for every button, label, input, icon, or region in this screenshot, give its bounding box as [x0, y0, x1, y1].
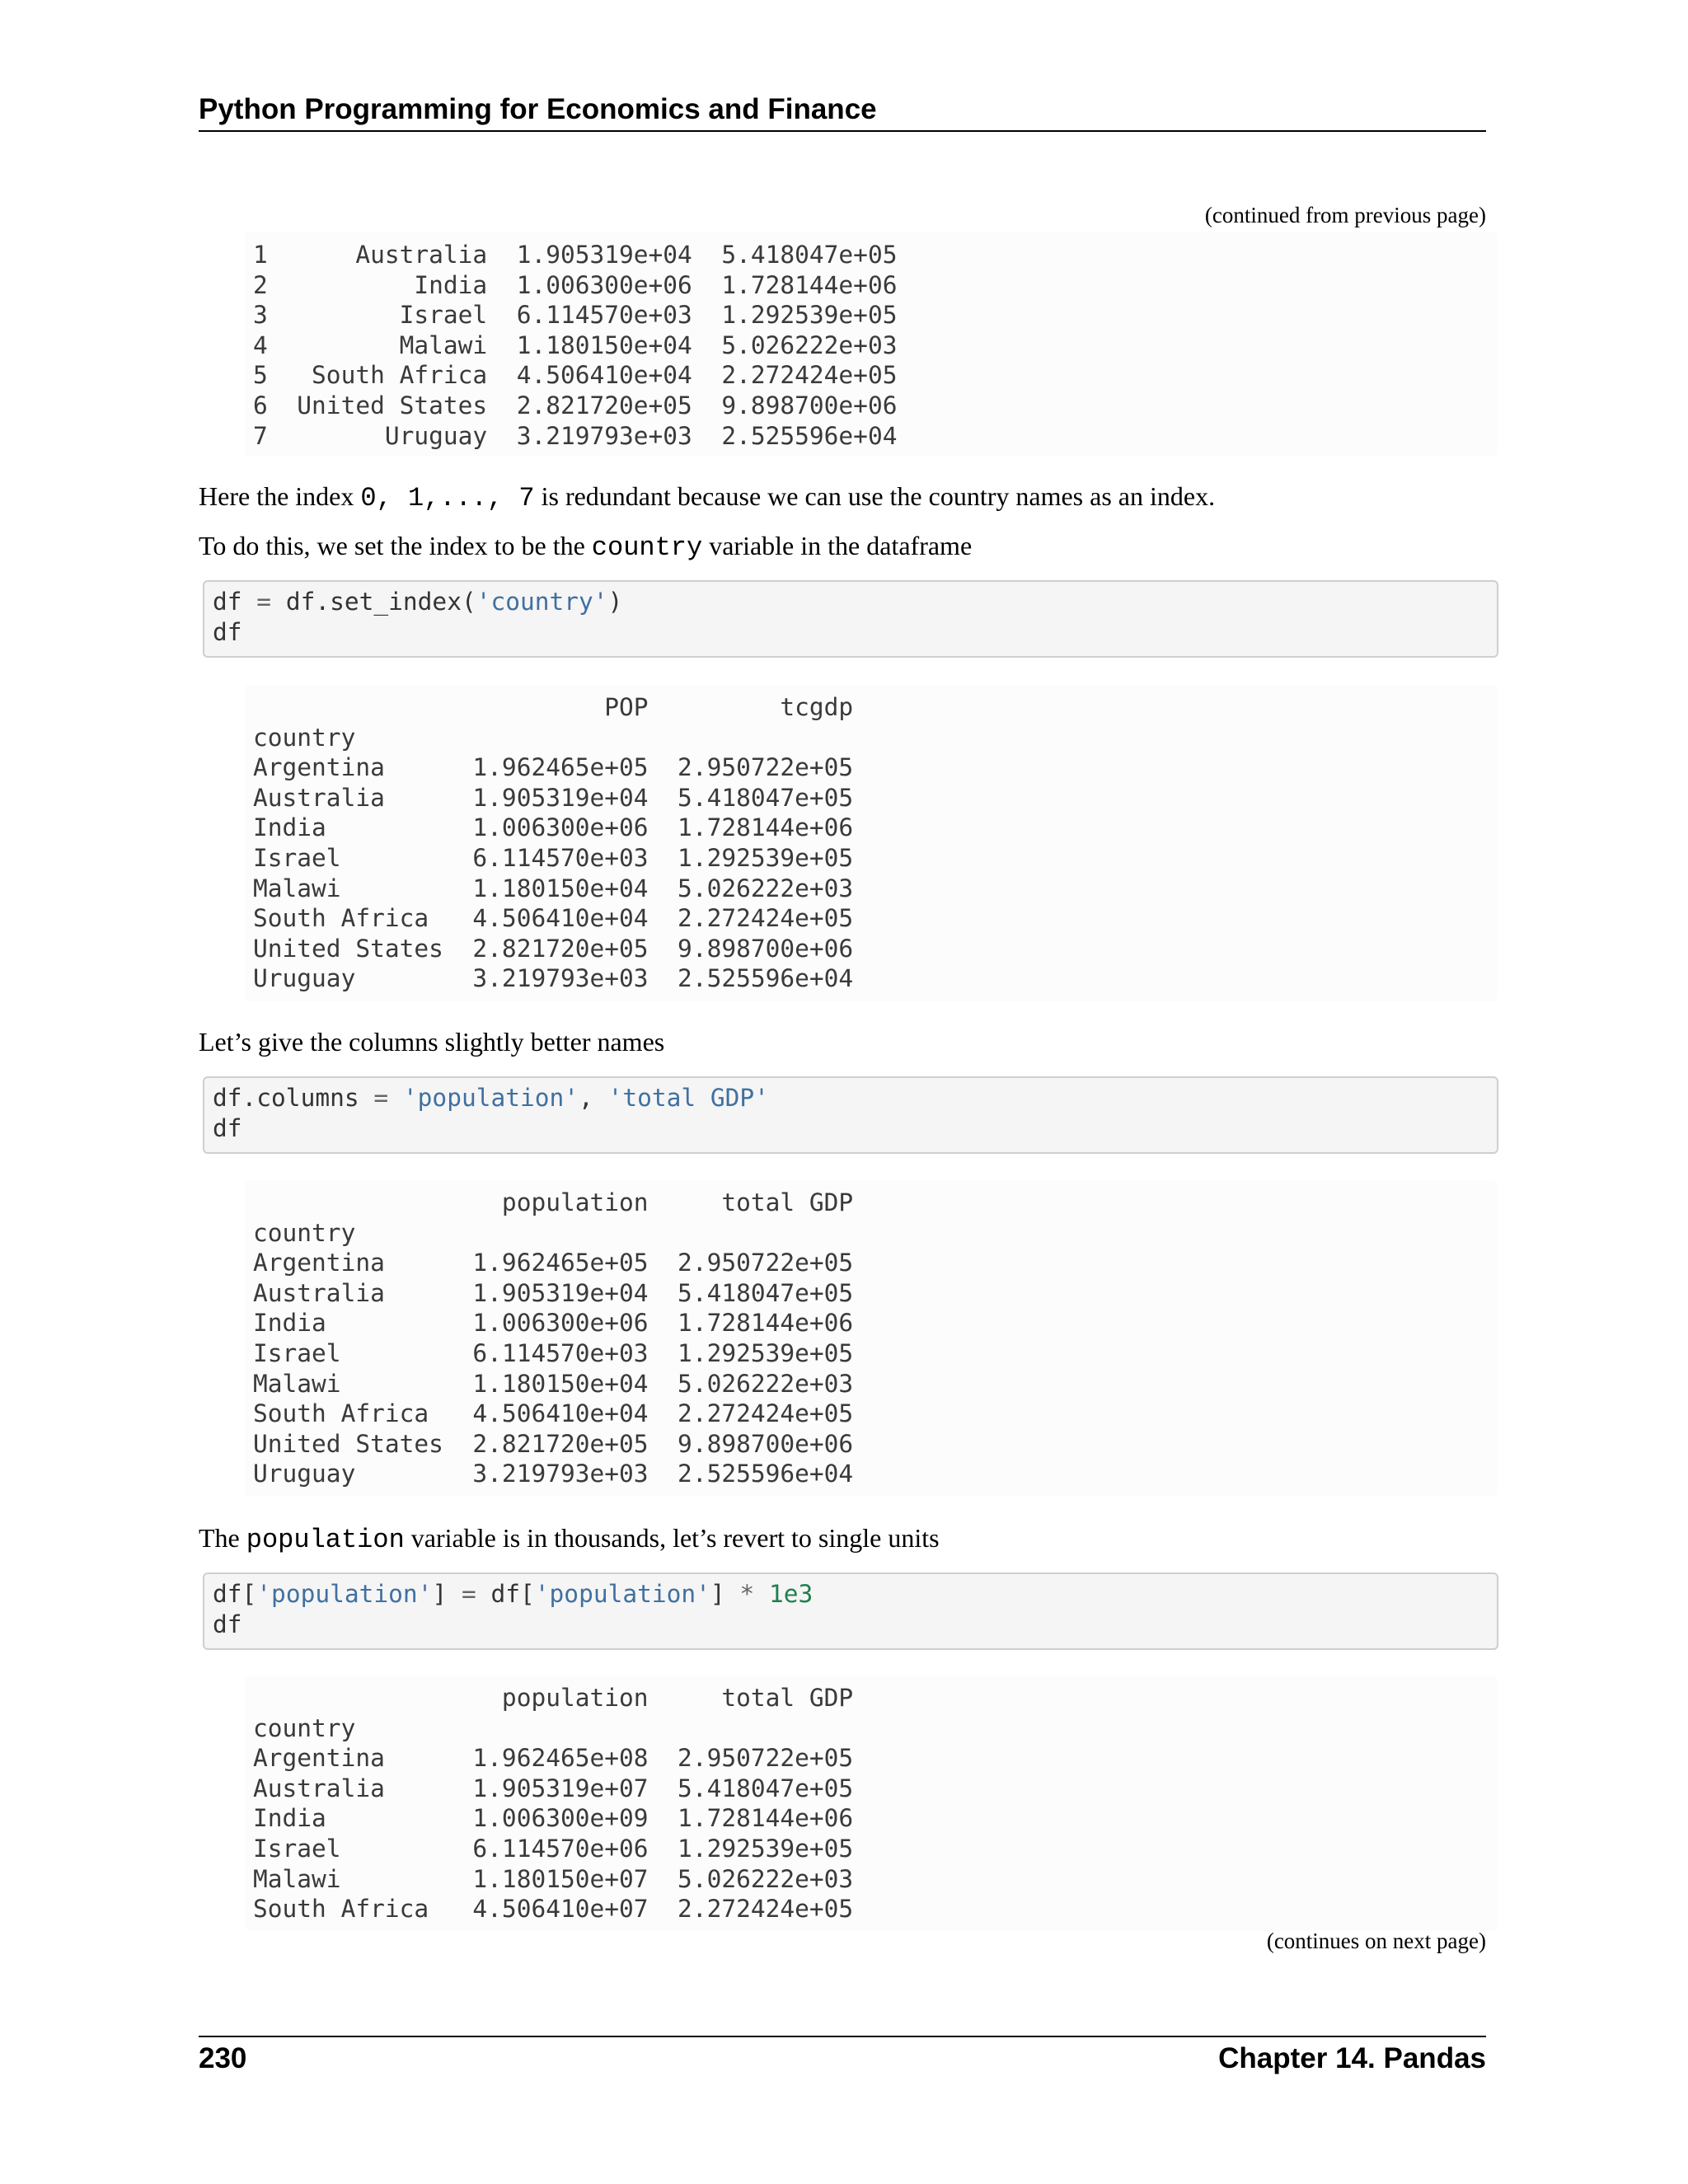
paragraph-text: The: [199, 1523, 246, 1553]
code-token: df[: [476, 1580, 535, 1608]
output-text: POP tcgdp country Argentina 1.962465e+05 2.950722e+05 Australia 1.905319e+04 5.418047e+05 India 1.006300e+06 1.728144e+06 Israel 6.114570e+03 1.292539e+05 Malawi 1.180150e+04 5.026222e+03 South Africa 4.506410e+04 2.272424e+05 United States 2.821720e+05 9.898700e+06 Uruguay 3.219793e+03 2.525596e+04: [253, 693, 854, 993]
code-token: ,: [579, 1084, 608, 1112]
paragraph-better-names: Let’s give the columns slightly better names: [199, 1027, 665, 1057]
code-token: df.set_index(: [271, 588, 476, 616]
paragraph-text: variable in the dataframe: [702, 531, 973, 560]
code-cell-scale-population[interactable]: [203, 1572, 1498, 1650]
inline-code: country: [591, 532, 703, 563]
footer-rule: [199, 2036, 1486, 2037]
code-cell-set-index[interactable]: [203, 580, 1498, 658]
continues-on-next-note: (continues on next page): [1266, 1929, 1486, 1953]
code-token: df: [213, 588, 257, 616]
code-text[interactable]: [213, 587, 1489, 647]
output-block-4: [245, 1675, 1498, 1931]
code-text[interactable]: [213, 1579, 1489, 1639]
inline-code: 0, 1,..., 7: [360, 483, 535, 513]
code-string: 'population': [534, 1580, 710, 1608]
code-token: df.columns: [213, 1084, 374, 1112]
running-header: Python Programming for Economics and Finance: [199, 92, 1486, 132]
output-text: population total GDP country Argentina 1.962465e+05 2.950722e+05 Australia 1.905319e+04 5.418047e+05 India 1.006300e+06 1.728144e+06 Israel 6.114570e+03 1.292539e+05 Malawi 1.180150e+04 5.026222e+03 South Africa 4.506410e+04 2.272424e+05 United States 2.821720e+05 9.898700e+06 Uruguay 3.219793e+03 2.525596e+04: [253, 1188, 854, 1488]
code-operator: =: [256, 588, 272, 616]
paragraph-set-index: [199, 529, 972, 565]
continued-from-previous-note: (continued from previous page): [1204, 203, 1486, 227]
paragraph-text: Here the index: [199, 481, 361, 511]
code-token: ): [607, 588, 623, 616]
output-text: population total GDP country Argentina 1.962465e+08 2.950722e+05 Australia 1.905319e+07 5.418047e+05 India 1.006300e+09 1.728144e+06 Israel 6.114570e+06 1.292539e+05 Malawi 1.180150e+07 5.026222e+03 South Africa 4.506410e+07 2.272424e+05: [253, 1684, 854, 1924]
code-operator: *: [739, 1580, 755, 1608]
paragraph-text: To do this, we set the index to be the: [199, 531, 592, 560]
output-block-2: [245, 685, 1498, 1001]
code-token: df: [213, 617, 242, 646]
code-token: ]: [432, 1580, 462, 1608]
code-token: [754, 1580, 769, 1608]
code-number: 1e3: [768, 1580, 814, 1608]
code-token: df[: [213, 1580, 257, 1608]
code-token: [388, 1084, 403, 1112]
code-operator: =: [461, 1580, 476, 1608]
inline-code: population: [246, 1525, 405, 1555]
chapter-title: Chapter 14. Pandas: [1218, 2042, 1486, 2074]
code-string: 'population': [402, 1084, 579, 1112]
code-string: 'total GDP': [607, 1084, 769, 1112]
output-text: 1 Australia 1.905319e+04 5.418047e+05 2 India 1.006300e+06 1.728144e+06 3 Israel 6.114570e+03 1.292539e+05 4 Malawi 1.180150e+04 5.026222e+03 5 South Africa 4.506410e+04 2.272424e+05 6 United States 2.821720e+05 9.898700e+06 7 Uruguay 3.219793e+03 2.525596e+04: [253, 241, 898, 450]
code-token: df: [213, 1113, 242, 1142]
code-token: ]: [710, 1580, 740, 1608]
output-block-3: [245, 1180, 1498, 1497]
code-string: 'country': [476, 588, 608, 616]
page-number: 230: [199, 2042, 247, 2074]
paragraph-index-redundant: [199, 480, 1215, 515]
code-token: df: [213, 1610, 242, 1638]
paragraph-population-units: [199, 1521, 940, 1557]
paragraph-text: variable is in thousands, let’s revert to single units: [404, 1523, 940, 1553]
code-operator: =: [373, 1084, 389, 1112]
code-cell-rename-columns[interactable]: [203, 1076, 1498, 1154]
code-text[interactable]: [213, 1083, 1489, 1143]
output-block-1: [245, 232, 1498, 457]
paragraph-text: is redundant because we can use the country names as an index.: [534, 481, 1216, 511]
code-string: 'population': [256, 1580, 433, 1608]
